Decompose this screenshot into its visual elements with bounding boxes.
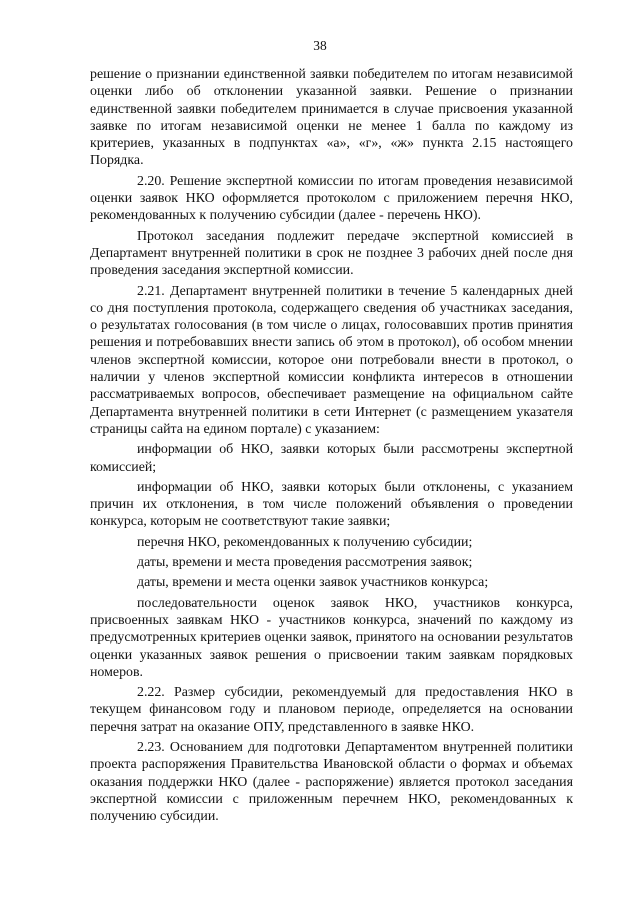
- list-item-evaluation-date: даты, времени и места оценки заявок участников конкурса;: [137, 575, 489, 591]
- paragraph-2-21: 2.21. Департамент внутренней политики в течение 5 календарных дней со дня поступления протокола, содержащего сведения об участниках заседания, о результатах голосования (в том числе о лицах, голосовавших против принятия решения и потребовавших внести запись об этом в протокол), об особом мнении членов экспертной комиссии, которое они потребовали внести в протокол, о наличии у членов экспертной комиссии конфликта интересов в отношении рассматриваемых вопросов, обеспечивает размещение на официальном сайте Департамента внутренней политики в сети Интернет (с размещением указателя страницы сайта на едином портале) с указанием:: [90, 283, 573, 437]
- list-item-rejected-applications: информации об НКО, заявки которых были отклонены, с указанием причин их отклонения, в том числе положений объявления о проведении конкурса, которым не соответствуют такие заявки;: [90, 479, 573, 530]
- paragraph-continuation: решение о признании единственной заявки победителем по итогам независимой оценки либо об отклонении указанной заявки. Решение о признании единственной заявки победителем принимается в случае присвоения указанной заявке по итогам независимой оценки не менее 1 балла по каждому из критериев, указанных в подпунктах «а», «г», «ж» пункта 2.15 настоящего Порядка.: [90, 67, 573, 169]
- list-item-recommended-list: перечня НКО, рекомендованных к получению субсидии;: [137, 534, 473, 550]
- paragraph-protocol-transfer: Протокол заседания подлежит передаче экспертной комиссией в Департамент внутренней политики в срок не позднее 3 рабочих дней после дня проведения заседания экспертной комиссии.: [90, 228, 573, 279]
- list-item-review-date: даты, времени и места проведения рассмотрения заявок;: [137, 555, 473, 571]
- paragraph-2-22: 2.22. Размер субсидии, рекомендуемый для предоставления НКО в текущем финансовом году и плановом периоде, определяется на основании перечня затрат на оказание ОПУ, представленного в заявке НКО.: [90, 685, 573, 735]
- list-item-evaluation-sequence: последовательности оценок заявок НКО, участников конкурса, присвоенных заявкам НКО - участников конкурса, значений по каждому из предусмотренных критериев оценки заявок, принятого на основании результатов оценки указанных заявок решения о присвоении таким заявкам порядковых номеров.: [90, 595, 573, 680]
- document-body: [90, 66, 573, 825]
- page-number: 38: [313, 38, 327, 53]
- list-item-reviewed-applications: информации об НКО, заявки которых были рассмотрены экспертной комиссией;: [90, 442, 573, 475]
- paragraph-2-20: 2.20. Решение экспертной комиссии по итогам проведения независимой оценки заявок НКО оформляется протоколом с приложением перечня НКО, рекомендованных к получению субсидии (далее - перечень НКО).: [90, 173, 573, 224]
- paragraph-2-23: 2.23. Основанием для подготовки Департаментом внутренней политики проекта распоряжения Правительства Ивановской области о формах и объемах оказания поддержки НКО (далее - распоряжение) является протокол заседания экспертной комиссии с приложенным перечнем НКО, рекомендованных к получению субсидии.: [90, 739, 573, 825]
